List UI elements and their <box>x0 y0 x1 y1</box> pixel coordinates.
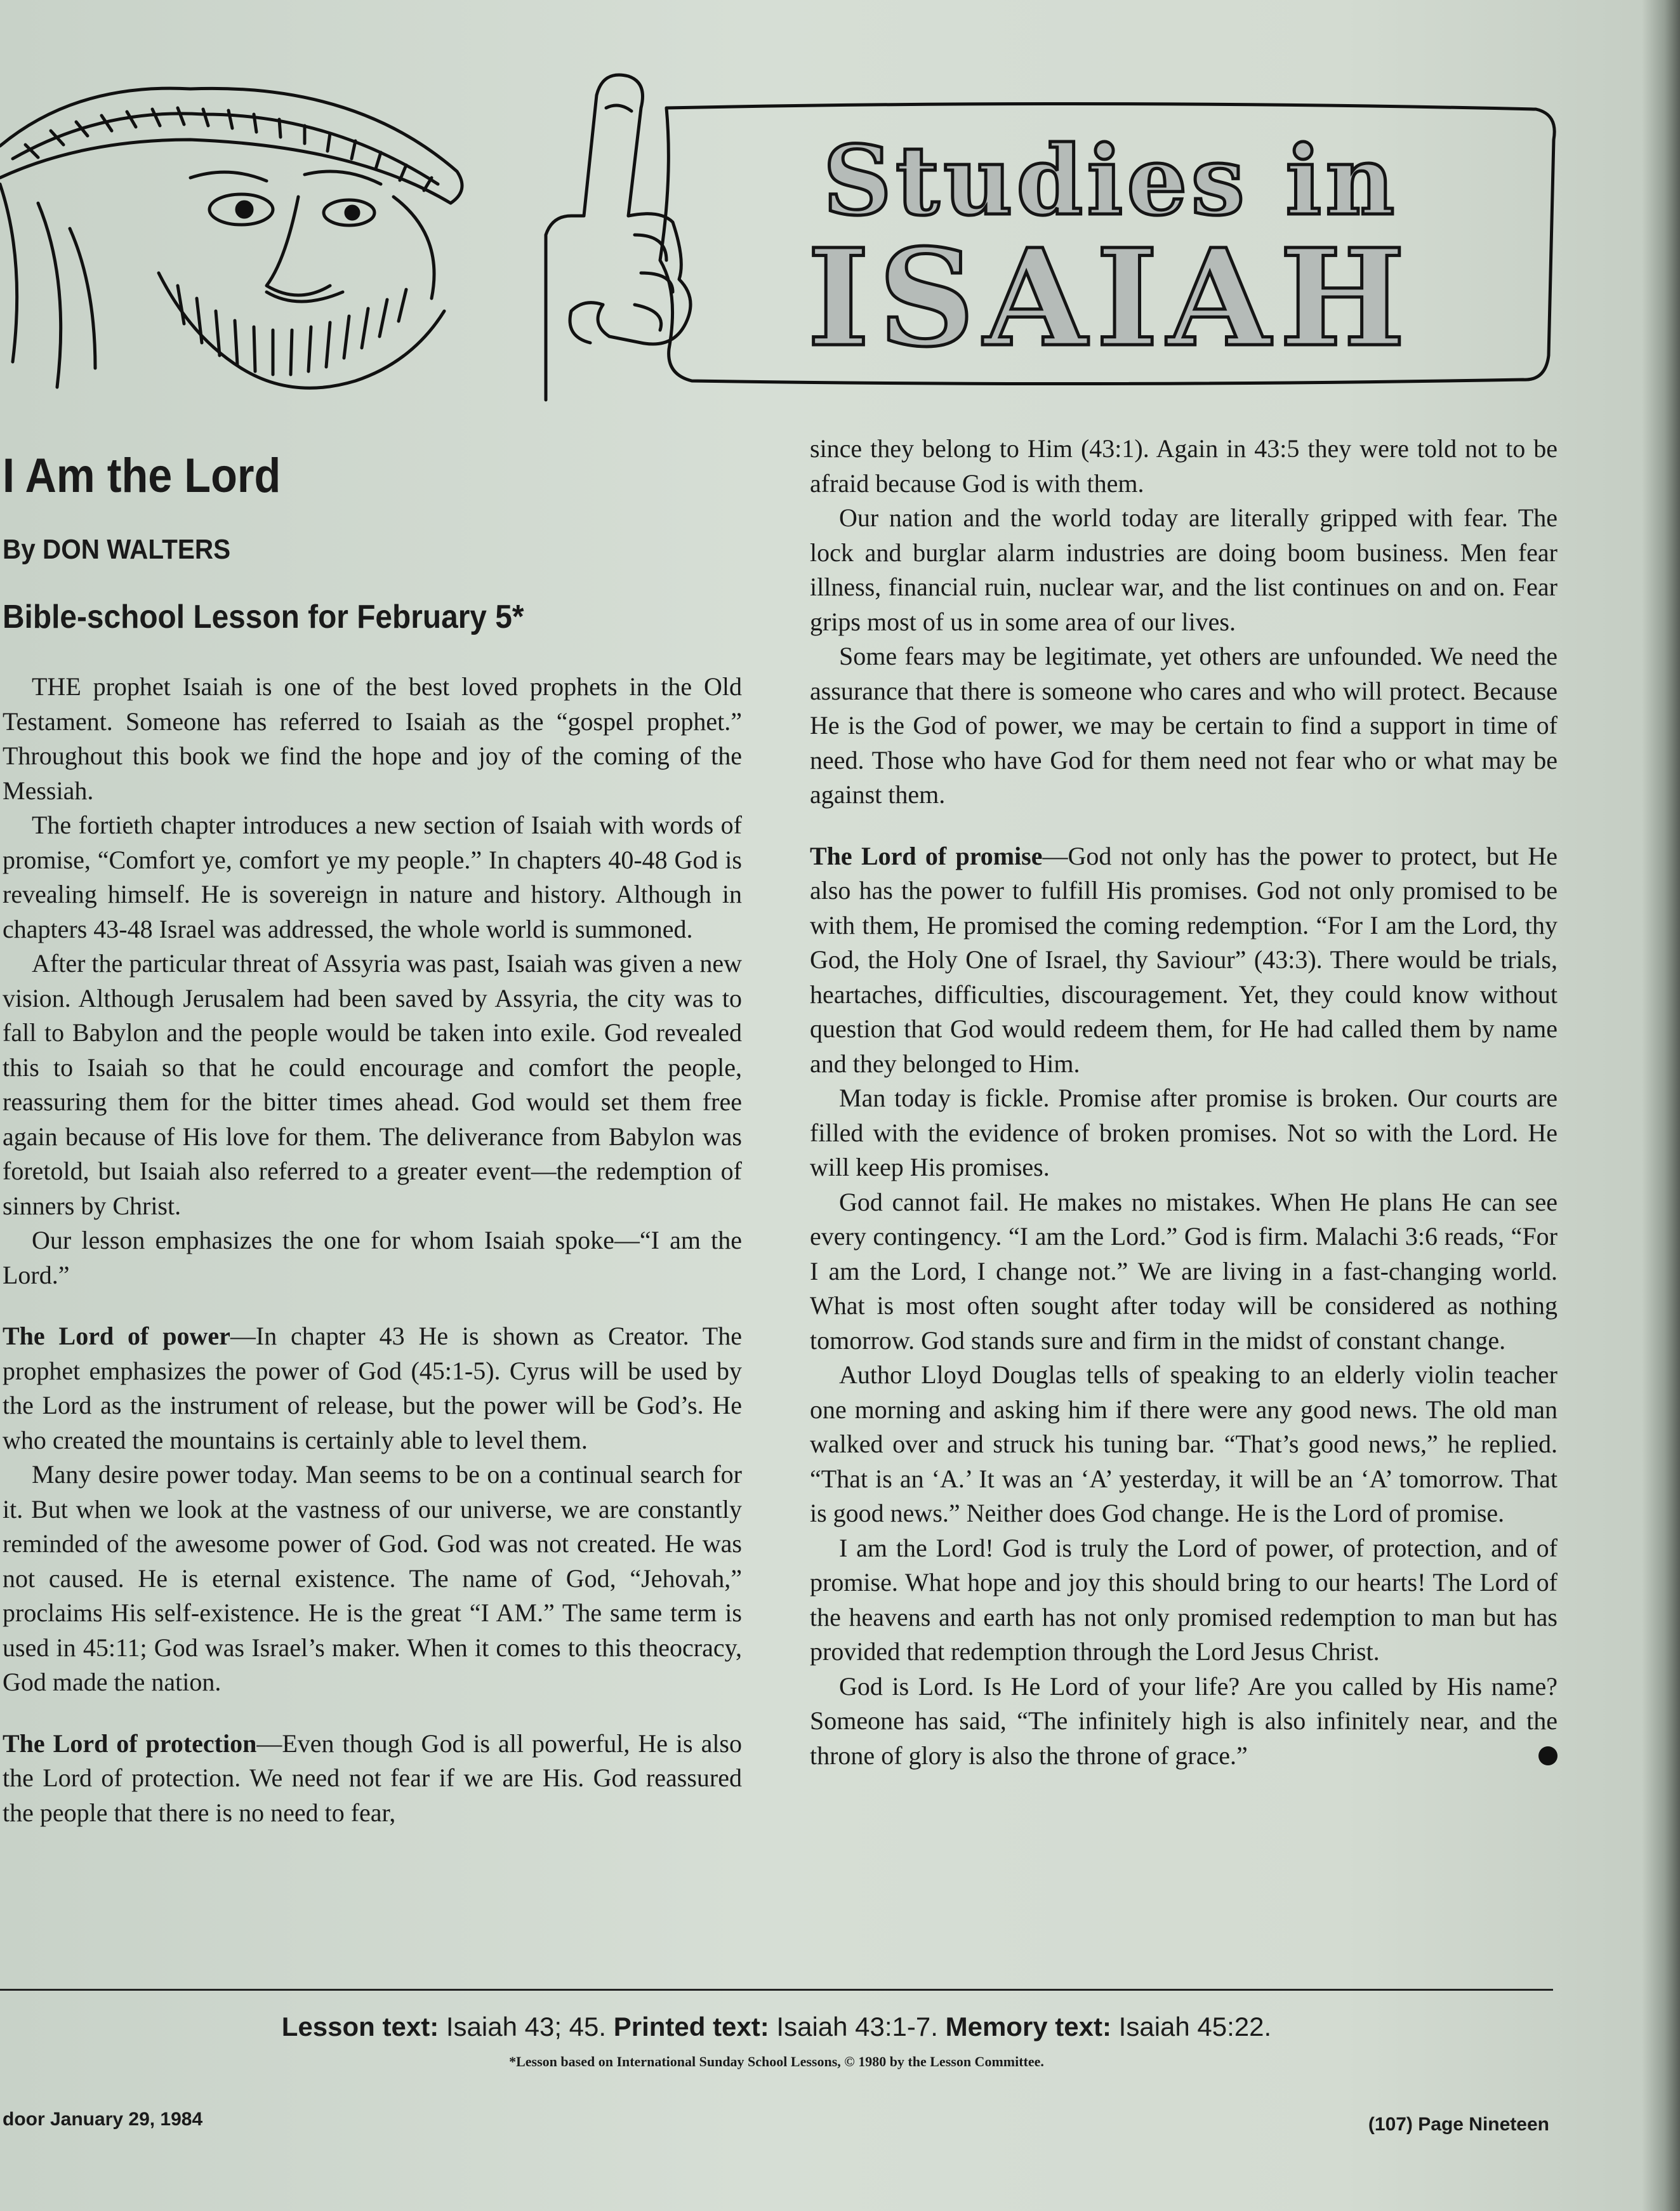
right-column <box>810 432 1558 1773</box>
section-text-power: —In chapter 43 He is shown as Creator. The prophet emphasizes the power of God (45:1-5). Cyrus will be used by the Lord as the instrument of release, but the power will be God’s. He who created the mountains is certainly able to level them. <box>3 1322 742 1454</box>
paragraph-final <box>810 1670 1558 1774</box>
memory-text-label: Memory text: <box>945 2012 1111 2042</box>
paragraph: God cannot fail. He makes no mistakes. When He plans He can see every contingency. “I am the Lord.” God is firm. Malachi 3:6 reads, “For I am the Lord, I change not.” We are living in a fast-changing world. What is most often sought after today will be considered as nothing tomorrow. God stands sure and firm in the midst of constant change. <box>810 1187 1558 1355</box>
footnote: *Lesson based on International Sunday School Lessons, © 1980 by the Lesson Committee. <box>509 2054 1044 2069</box>
paragraph: Our lesson emphasizes the one for whom Isaiah spoke—“I am the Lord.” <box>3 1226 742 1289</box>
paragraph: Our nation and the world today are literally gripped with fear. The lock and burglar alarm industries are doing boom business. Men fear illness, financial ruin, nuclear war, and the list continues on and on. Fear grips most of us in some area of our lives. <box>810 503 1558 636</box>
paragraph: The fortieth chapter introduces a new section of Isaiah with words of promise, “Comfort ye, comfort ye my people.” In chapters 40-48 God is revealing himself. He is sovereign in nature and history. Although in chapters 43-48 Israel was addressed, the whole world is summoned. <box>3 811 742 943</box>
paragraph: I am the Lord! God is truly the Lord of power, of protection, and of promise. What hope and joy this should bring to our hearts! The Lord of the heavens and earth has not only promised redemption to man but has provided that redemption through the Lord Jesus Christ. <box>810 1533 1558 1666</box>
lesson-references <box>0 2009 1553 2045</box>
paragraph: Author Lloyd Douglas tells of speaking to an elderly violin teacher one morning and asking him if there were any good news. The old man walked over and struck his tuning bar. “That’s good news,” he replied. “That is an ‘A.’ It was an ‘A’ yesterday, it will be an ‘A’ tomorrow. That is good news.” Neither does God change. He is the Lord of promise. <box>810 1360 1558 1527</box>
paragraph-final-text: God is Lord. Is He Lord of your life? Are you called by His name? Someone has said, “The infinitely high is also infinitely near, and the throne of glory is also the throne of grace.” <box>810 1671 1558 1770</box>
printed-text-label: Printed text: <box>613 2012 769 2042</box>
printed-text-value: Isaiah 43:1-7. <box>769 2012 946 2042</box>
end-mark <box>1538 1746 1558 1765</box>
section-power <box>3 1319 742 1457</box>
lesson-text-label: Lesson text: <box>281 2012 439 2042</box>
paragraph: since they belong to Him (43:1). Again in 43:5 they were told not to be afraid because God is with them. <box>810 434 1558 498</box>
left-column <box>3 670 742 1830</box>
memory-text-value: Isaiah 45:22. <box>1111 2012 1272 2042</box>
section-heading-promise: The Lord of promise <box>810 841 1043 870</box>
section-text-promise: —God not only has the power to protect, but He also has the power to fulfill His promises. God not only promised to be with them, He promised the coming redemption. “For I am the Lord, thy God, the Holy One of Israel, thy Saviour” (43:3). There would be trials, heartaches, difficulties, discouragement. Yet, they could know without question that God would redeem them, for He had called them by name and they belonged to Him. <box>810 841 1558 1078</box>
section-promise <box>810 839 1558 1082</box>
page-edge-shadow <box>1642 0 1680 2211</box>
prophet-illustration <box>0 70 749 413</box>
paragraph: THE prophet Isaiah is one of the best loved prophets in the Old Testament. Someone has referred to Isaiah as the “gospel prophet.” Throughout this book we find the hope and joy of the coming of the Messiah. <box>3 672 742 805</box>
paragraph: Some fears may be legitimate, yet others are unfounded. We need the assurance that there is someone who cares and who will protect. Because He is the God of power, we may be certain to find a support in time of need. Those who have God for them need not fear who or what may be against them. <box>810 642 1558 809</box>
banner-title-line2: ISAIAH <box>807 220 1415 376</box>
paragraph: Many desire power today. Man seems to be on a continual search for it. But when we look at the vastness of our universe, we are constantly reminded of the awesome power of God. God was not created. He was not caused. He is eternal existence. The name of God, “Jehovah,” proclaims His self-existence. He is the great “I AM.” The same term is used in 45:11; God was Israel’s maker. When it comes to this theocracy, God made the nation. <box>3 1460 742 1696</box>
article-byline: By DON WALTERS <box>3 534 231 565</box>
section-heading-power: The Lord of power <box>3 1322 230 1350</box>
lesson-text-value: Isaiah 43; 45. <box>439 2012 614 2042</box>
lesson-date: Bible-school Lesson for February 5* <box>3 599 524 635</box>
paragraph: After the particular threat of Assyria was past, Isaiah was given a new vision. Although Jerusalem had been saved by Assyria, the city was to fall to Babylon and the people would be taken into exile. God revealed this to Isaiah so that he could encourage and comfort the people, reassuring them for the bitter times ahead. God would set them free again because of His love for them. The deliverance from Babylon was foretold, but Isaiah also referred to a greater event—the redemption of sinners by Christ. <box>3 949 742 1220</box>
section-protection <box>3 1727 742 1831</box>
section-text-protection: —Even though God is all powerful, He is also the Lord of protection. We need not fear if we are His. God reassured the people that there is no need to fear, <box>3 1729 742 1827</box>
footer-rule <box>0 1989 1553 1991</box>
issue-date: door January 29, 1984 <box>3 2109 203 2130</box>
paragraph: Man today is fickle. Promise after promise is broken. Our courts are filled with the evidence of broken promises. Not so with the Lord. He will keep His promises. <box>810 1084 1558 1181</box>
banner-title-line1: Studies in <box>823 125 1399 237</box>
page-number: (107) Page Nineteen <box>1368 2114 1549 2135</box>
section-heading-protection: The Lord of protection <box>3 1729 257 1758</box>
article-title: I Am the Lord <box>3 449 281 503</box>
